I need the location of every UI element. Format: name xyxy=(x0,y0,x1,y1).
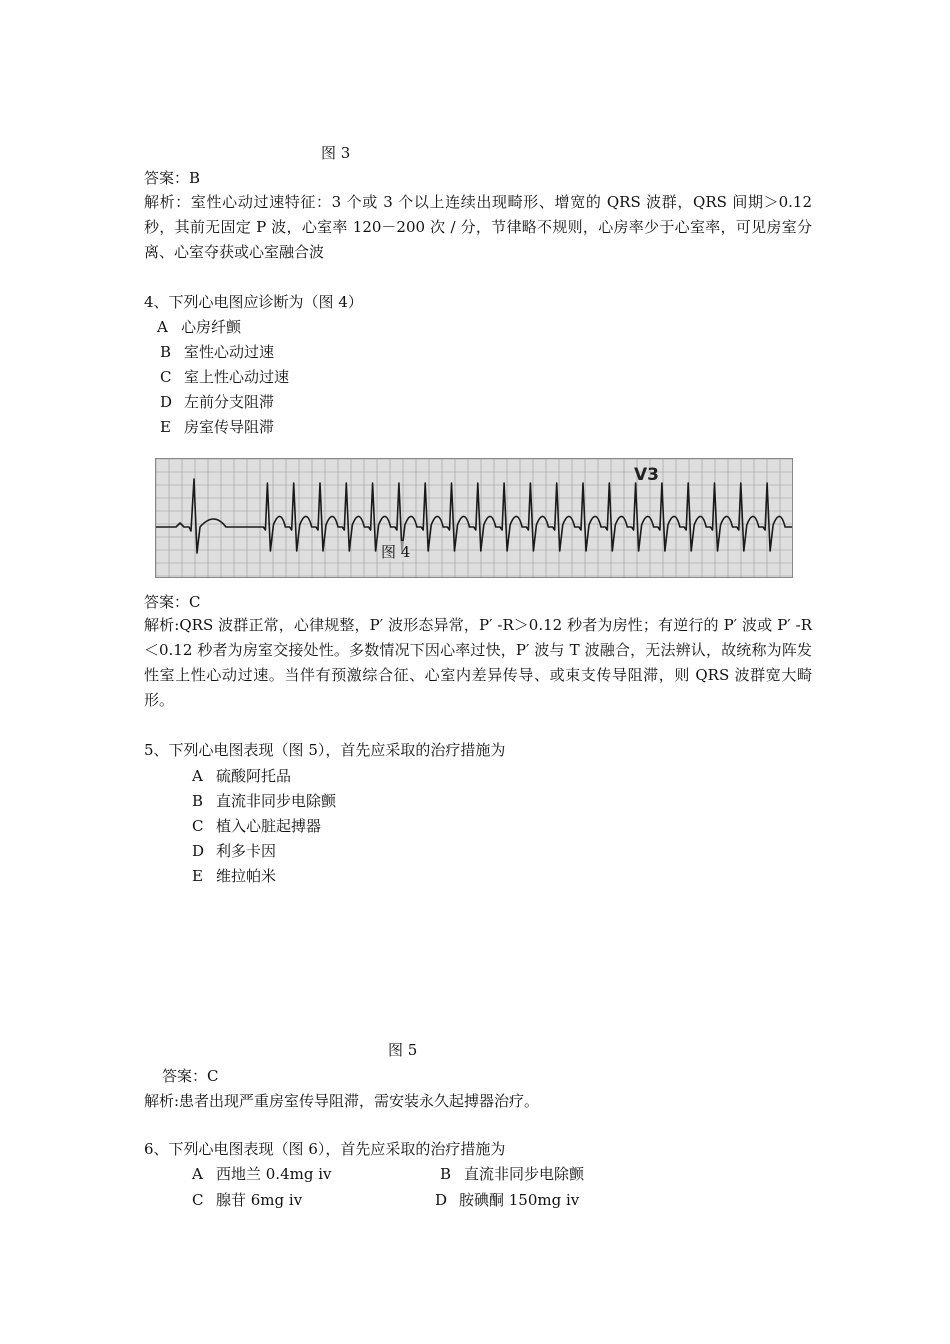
question-5: 5、下列心电图表现（图 5），首先应采取的治疗措施为 xyxy=(144,741,506,759)
q6-option-b xyxy=(440,1164,584,1184)
option-letter: A xyxy=(192,767,203,785)
answer-4: 答案：C xyxy=(144,593,201,611)
option-text: 室上性心动过速 xyxy=(184,368,290,386)
option-letter: C xyxy=(192,1191,204,1209)
analysis-4: 解析:QRS 波群正常，心律规整，P′ 波形态异常，P′ -R＞0.12 秒者为房性；有逆行的 P′ 波或 P′ -R＜0.12 秒者为房室交接处性。多数情况下因心率过快，P′ 波与 T 波融合，无法辨认，故统称为阵发性室上性心动过速。当伴有预激综合征、心室内差异传导、或束支传导阻滞，则 QRS 波群宽大畸形。 xyxy=(144,616,812,709)
option-letter: E xyxy=(192,867,203,885)
option-letter: B xyxy=(440,1165,452,1183)
q4-option-e xyxy=(160,417,274,437)
option-letter: D xyxy=(435,1191,448,1209)
option-letter: A xyxy=(157,318,168,336)
q5-option-a xyxy=(192,766,291,786)
option-letter: D xyxy=(160,393,173,411)
option-text: 利多卡因 xyxy=(216,842,277,860)
answer-3: 答案：B xyxy=(144,169,201,187)
ecg-lead-label: V3 xyxy=(634,465,659,485)
figure-3-caption: 图 3 xyxy=(321,144,351,162)
figure-5-caption: 图 5 xyxy=(388,1041,418,1059)
option-text: 胺碘酮 150mg iv xyxy=(459,1191,580,1209)
option-letter: D xyxy=(192,842,205,860)
q4-option-d xyxy=(160,392,274,412)
option-text: 植入心脏起搏器 xyxy=(216,817,322,835)
option-text: 房室传导阻滞 xyxy=(184,418,275,436)
option-letter: C xyxy=(192,817,204,835)
option-text: 心房纤颤 xyxy=(181,318,242,336)
option-text: 室性心动过速 xyxy=(184,343,275,361)
q5-option-e xyxy=(192,866,276,886)
answer-5: 答案：C xyxy=(162,1067,219,1085)
q6-option-a xyxy=(192,1164,332,1184)
ecg-grid xyxy=(156,459,792,577)
q6-option-d xyxy=(435,1190,579,1210)
q5-option-d xyxy=(192,841,276,861)
ecg-trace xyxy=(156,479,792,553)
option-text: 直流非同步电除颤 xyxy=(216,792,337,810)
q4-option-a xyxy=(157,317,241,337)
option-text: 腺苷 6mg iv xyxy=(216,1191,303,1209)
question-6: 6、下列心电图表现（图 6），首先应采取的治疗措施为 xyxy=(144,1140,506,1158)
q6-option-c xyxy=(192,1190,302,1210)
analysis-3: 解析：室性心动过速特征：3 个或 3 个以上连续出现畸形、增宽的 QRS 波群，QRS 间期＞0.12 秒，其前无固定 P 波，心室率 120－200 次 / 分，节律略不规则，心房率少于心室率，可见房室分离、心室夺获或心室融合波 xyxy=(144,193,812,261)
option-letter: E xyxy=(160,418,171,436)
ecg-strip xyxy=(156,459,792,577)
option-text: 硫酸阿托品 xyxy=(216,767,292,785)
figure-4-caption: 图 4 xyxy=(381,543,411,561)
option-letter: C xyxy=(160,368,172,386)
option-text: 直流非同步电除颤 xyxy=(464,1165,585,1183)
option-letter: B xyxy=(192,792,204,810)
option-letter: B xyxy=(160,343,172,361)
analysis-5: 解析:患者出现严重房室传导阻滞，需安装永久起搏器治疗。 xyxy=(144,1092,540,1110)
option-text: 维拉帕米 xyxy=(216,867,277,885)
option-text: 左前分支阻滞 xyxy=(184,393,275,411)
option-letter: A xyxy=(192,1165,203,1183)
q5-option-c xyxy=(192,816,321,836)
q5-option-b xyxy=(192,791,336,811)
ecg-figure-4 xyxy=(155,458,793,578)
option-text: 西地兰 0.4mg iv xyxy=(216,1165,332,1183)
question-4: 4、下列心电图应诊断为（图 4） xyxy=(144,293,363,311)
q4-option-b xyxy=(160,342,274,362)
q4-option-c xyxy=(160,367,289,387)
